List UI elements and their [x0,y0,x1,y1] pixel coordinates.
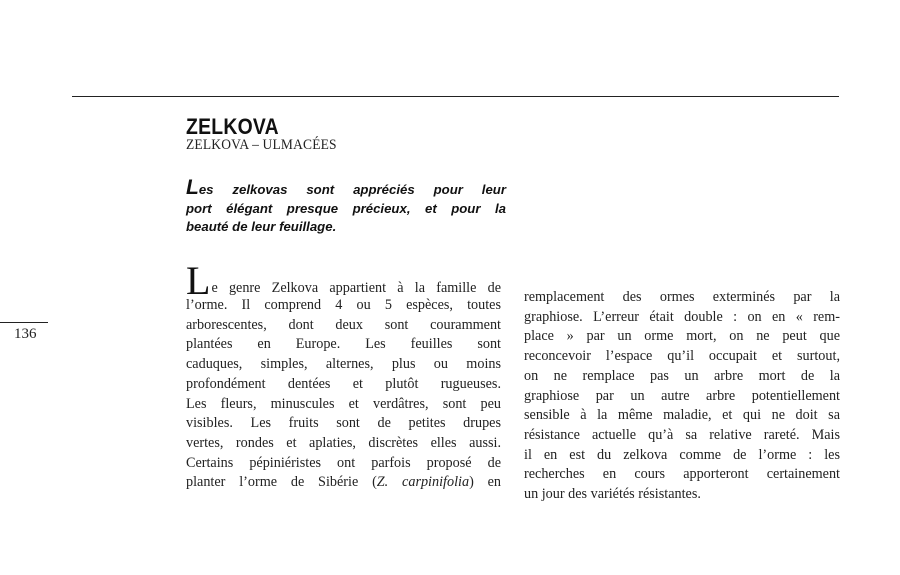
lead-line: beauté de leur feuillage. [186,219,337,234]
body-column-left [186,258,501,493]
body-line: sensible à la même maladie, et qui ne doit sa [524,407,840,424]
article-subtitle: ZELKOVA – ULMACÉES [186,137,337,153]
lead-line-text: es zelkovas sont appréciés pour leur [198,182,506,197]
lead-line [186,176,506,200]
body-line: on ne remplace pas un arbre mort de la [524,367,840,384]
body-line: arborescentes, dont deux sont couramment [186,316,501,333]
body-line: plantées en Europe. Les feuilles sont [186,336,501,353]
body-line: il en est du zelkova comme de l’orme : les [524,446,840,463]
body-line-text: ) en [469,474,501,491]
page-number: 136 [14,326,37,342]
lead-capital: L [186,176,199,199]
article-title: ZELKOVA [186,114,279,139]
body-line: visibles. Les fruits sont de petites drupes [186,415,501,432]
body-line: profondément dentées et plutôt rugueuses. [186,375,501,392]
body-line: graphiose. L’erreur était double : on en « rem- [524,308,840,325]
lead-line: port élégant presque précieux, et pour la [186,200,506,216]
body-line: vertes, rondes et aplaties, discrètes elles aussi. [186,434,501,451]
body-line-text: e genre Zelkova appartient à la famille de [211,280,501,296]
body-line: graphiose par un autre arbre potentiellement [524,387,840,404]
body-line: l’orme. Il comprend 4 ou 5 espèces, toutes [186,297,501,313]
body-line: caduques, simples, alternes, plus ou moins [186,356,501,373]
body-line: recherches en cours apporteront certainement [524,466,840,483]
body-line-text: planter l’orme de Sibérie ( [186,474,377,491]
body-line: un jour des variétés résistantes. [524,486,701,503]
body-line: reconcevoir l’espace qu’il occupait et surtout, [524,348,840,365]
header-rule [72,96,839,97]
body-line: remplacement des ormes exterminés par la [524,289,840,305]
body-line: Certains pépiniéristes ont parfois proposé de [186,454,501,471]
body-line [186,258,501,303]
body-line [186,473,501,493]
body-line: Les fleurs, minuscules et verdâtres, sont peu [186,395,501,412]
species-name: Z. carpinifolia [376,474,470,491]
body-line: résistance actuelle qu’à sa relative rareté. Mais [524,426,840,443]
body-line: place » par un orme mort, on ne peut que [524,328,840,345]
drop-capital: L [186,258,211,303]
lead-paragraph [186,176,506,237]
body-column-right [524,288,840,505]
page-number-rule [0,322,48,323]
